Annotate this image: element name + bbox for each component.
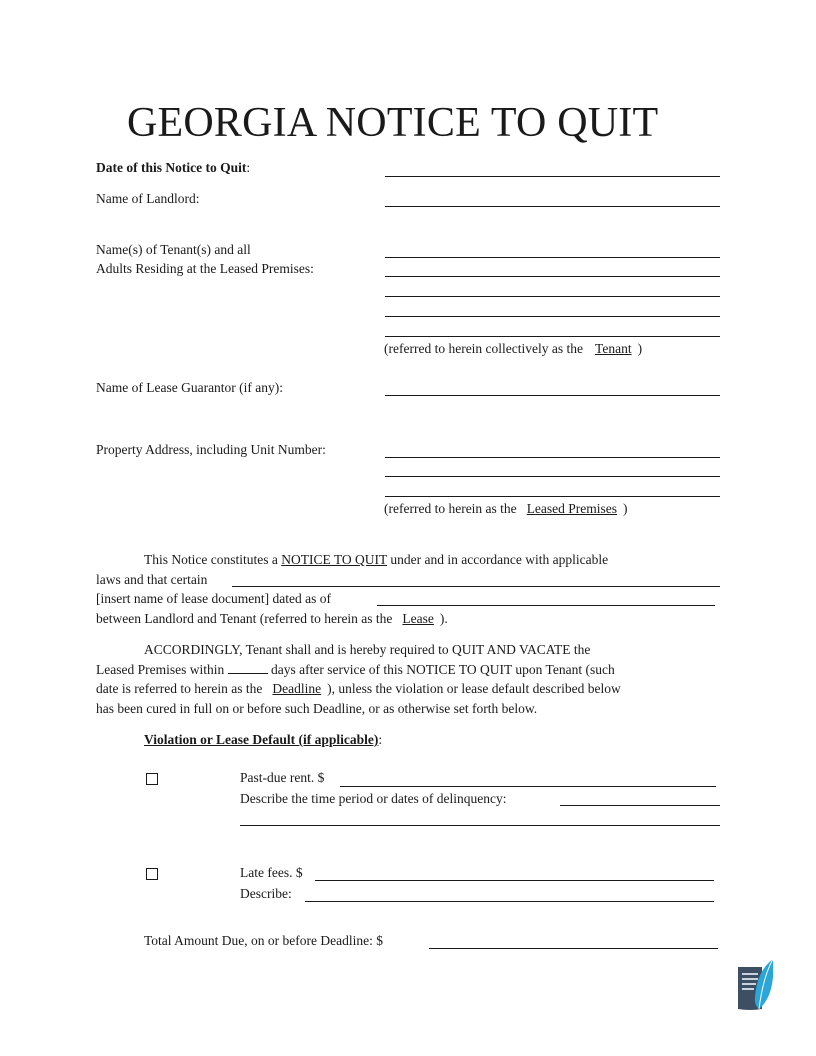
notice-to-quit-term: NOTICE TO QUIT xyxy=(281,552,387,567)
tenant-input-line[interactable] xyxy=(385,276,720,277)
document-title: GEORGIA NOTICE TO QUIT xyxy=(127,100,659,146)
past-due-rent-amount-line[interactable] xyxy=(340,786,716,787)
delinquency-describe-line[interactable] xyxy=(240,825,720,826)
date-input-line[interactable] xyxy=(385,176,720,177)
landlord-label: Name of Landlord: xyxy=(96,191,200,206)
p1-text-e: between Landlord and Tenant (referred to herein as the xyxy=(96,611,393,626)
late-fees-amount-line[interactable] xyxy=(315,880,714,881)
document-quill-logo-icon xyxy=(735,957,775,1013)
premises-ref-prefix: (referred to herein as the xyxy=(384,501,517,516)
notice-paragraph-line2: laws and that certain xyxy=(96,572,208,587)
violation-heading-colon: : xyxy=(378,732,383,747)
date-field-label xyxy=(96,160,250,176)
accordingly-paragraph-line2 xyxy=(96,662,615,678)
tenant-input-line[interactable] xyxy=(385,296,720,297)
tenant-input-line[interactable] xyxy=(385,316,720,317)
deadline-term: Deadline xyxy=(272,681,322,696)
p2-text-d: ), unless the violation or lease default described below xyxy=(327,681,621,696)
delinquency-describe-label: Describe the time period or dates of delinquency: xyxy=(240,791,507,806)
tenant-reference-note xyxy=(384,341,642,357)
lease-date-line[interactable] xyxy=(377,605,715,606)
p1-text-f: ). xyxy=(439,611,448,626)
past-due-rent-label: Past-due rent. $ xyxy=(240,770,325,785)
delinquency-describe-line[interactable] xyxy=(560,805,720,806)
late-fees-describe-label: Describe: xyxy=(240,886,292,901)
tenant-label-line1: Name(s) of Tenant(s) and all xyxy=(96,242,251,257)
premises-ref-suffix: ) xyxy=(623,501,628,516)
property-address-input-line[interactable] xyxy=(385,457,720,458)
tenant-input-line[interactable] xyxy=(385,336,720,337)
property-address-input-line[interactable] xyxy=(385,476,720,477)
guarantor-label: Name of Lease Guarantor (if any): xyxy=(96,380,284,395)
tenant-ref-suffix: ) xyxy=(637,341,643,356)
late-fees-label: Late fees. $ xyxy=(240,865,303,880)
violation-heading-text: Violation or Lease Default (if applicable) xyxy=(144,732,379,747)
guarantor-input-line[interactable] xyxy=(385,395,720,396)
p2-text-a: Leased Premises within xyxy=(96,662,225,677)
p2-text-c: date is referred to herein as the xyxy=(96,681,263,696)
premises-reference-note xyxy=(384,501,628,517)
tenant-input-line[interactable] xyxy=(385,257,720,258)
accordingly-paragraph-line1: ACCORDINGLY, Tenant shall and is hereby required to QUIT AND VACATE the xyxy=(144,642,591,657)
lease-term: Lease xyxy=(402,611,434,626)
lease-document-name-line[interactable] xyxy=(232,586,720,587)
late-fees-checkbox[interactable] xyxy=(146,868,158,880)
violation-heading xyxy=(144,732,382,748)
tenant-label-line2: Adults Residing at the Leased Premises: xyxy=(96,261,314,276)
p2-text-b: days after service of this NOTICE TO QUIT upon Tenant (such xyxy=(270,662,615,677)
total-amount-label: Total Amount Due, on or before Deadline: $ xyxy=(144,933,383,948)
date-label-colon: : xyxy=(246,160,251,175)
past-due-rent-checkbox[interactable] xyxy=(146,773,158,785)
tenant-ref-prefix: (referred to herein collectively as the xyxy=(384,341,584,356)
tenant-ref-term: Tenant xyxy=(595,341,632,356)
accordingly-paragraph-line4: has been cured in full on or before such Deadline, or as otherwise set forth below. xyxy=(96,701,538,716)
notice-paragraph-line1 xyxy=(144,552,608,568)
late-fees-describe-line[interactable] xyxy=(305,901,714,902)
premises-ref-term: Leased Premises xyxy=(526,501,618,516)
days-input-line[interactable] xyxy=(228,673,268,674)
total-amount-line[interactable] xyxy=(429,948,718,949)
p1-text-a: This Notice constitutes a xyxy=(144,552,278,567)
date-label-text: Date of this Notice to Quit xyxy=(96,160,247,175)
property-address-input-line[interactable] xyxy=(385,496,720,497)
accordingly-paragraph-line3 xyxy=(96,681,621,697)
property-address-label: Property Address, including Unit Number: xyxy=(96,442,326,457)
notice-paragraph-line4 xyxy=(96,611,448,627)
landlord-input-line[interactable] xyxy=(385,206,720,207)
notice-paragraph-line3: [insert name of lease document] dated as of xyxy=(96,591,332,606)
p1-text-b: under and in accordance with applicable xyxy=(390,552,609,567)
